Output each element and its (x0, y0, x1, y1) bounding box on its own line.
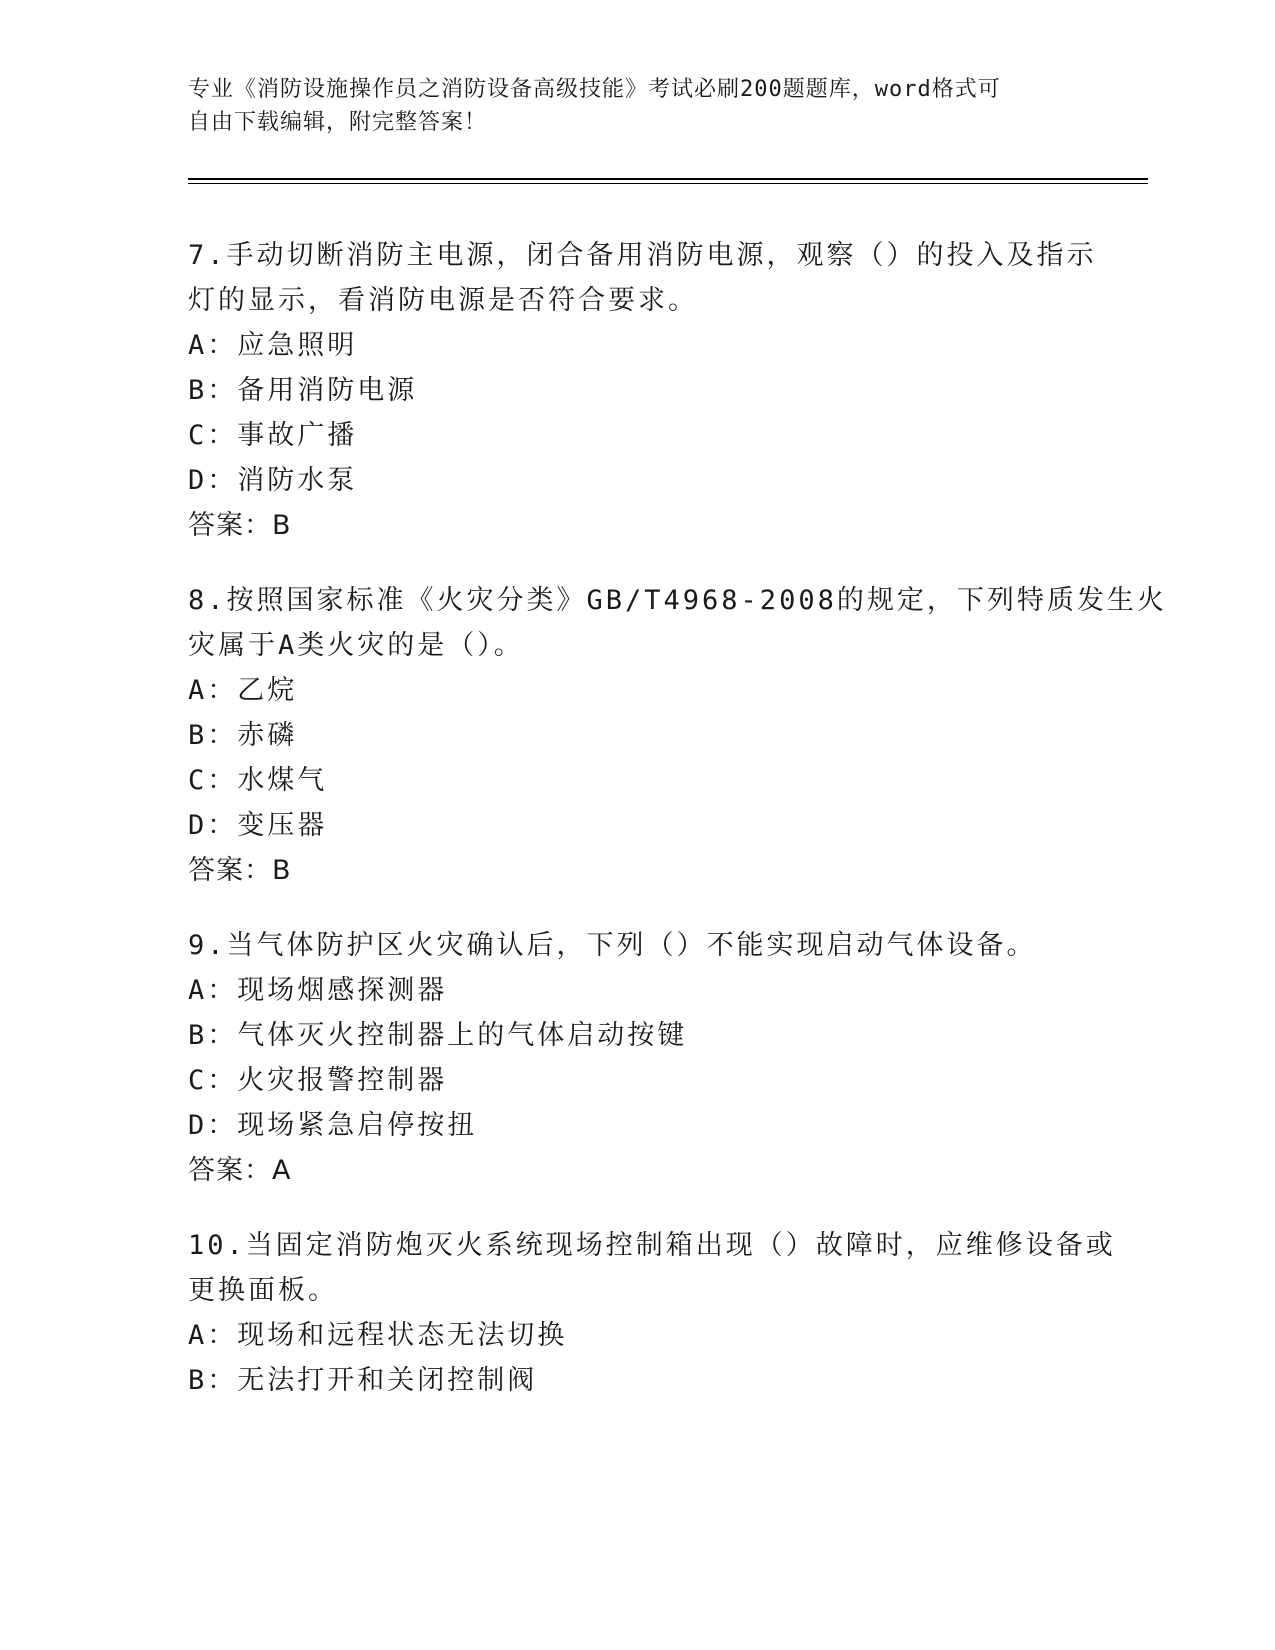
question-line: 10.当固定消防炮灭火系统现场控制箱出现（）故障时，应维修设备或 (188, 1230, 1116, 1261)
header-divider (188, 178, 1148, 180)
option-d: D：变压器 (188, 810, 328, 841)
document-header (188, 73, 1088, 139)
header-line: 自由下载编辑，附完整答案！ (188, 110, 488, 135)
question-text (188, 1223, 1116, 1313)
question-line: 7.手动切断消防主电源，闭合备用消防电源，观察（）的投入及指示 (188, 240, 1097, 271)
header-divider (188, 183, 1148, 184)
option-a: A：现场和远程状态无法切换 (188, 1320, 568, 1351)
question-line: 9.当气体防护区火灾确认后，下列（）不能实现启动气体设备。 (188, 930, 1037, 961)
answer-label: 答案：B (188, 855, 292, 886)
option-d: D：消防水泵 (188, 465, 358, 496)
question-text (188, 233, 1097, 323)
answer-label: 答案：A (188, 1155, 292, 1186)
option-b: B：气体灭火控制器上的气体启动按键 (188, 1020, 688, 1051)
option-b: B：备用消防电源 (188, 375, 418, 406)
question-line: 灾属于A类火灾的是（）。 (188, 630, 524, 661)
question-list (188, 233, 1167, 1433)
option-b: B：赤磷 (188, 720, 298, 751)
question-text (188, 923, 1088, 968)
option-c: C：事故广播 (188, 420, 358, 451)
option-d: D：现场紧急启停按扭 (188, 1110, 478, 1141)
question-item (188, 923, 1088, 1193)
question-line: 更换面板。 (188, 1275, 338, 1306)
question-item (188, 1223, 1116, 1403)
question-line: 灯的显示，看消防电源是否符合要求。 (188, 285, 698, 316)
question-line: 8.按照国家标准《火灾分类》GB/T4968-2008的规定，下列特质发生火 (188, 585, 1167, 616)
option-c: C：水煤气 (188, 765, 328, 796)
option-b: B：无法打开和关闭控制阀 (188, 1365, 538, 1396)
option-c: C：火灾报警控制器 (188, 1065, 448, 1096)
header-line: 专业《消防设施操作员之消防设备高级技能》考试必刷200题题库，word格式可 (188, 77, 1001, 102)
option-a: A：现场烟感探测器 (188, 975, 448, 1006)
question-text (188, 578, 1167, 668)
question-item (188, 578, 1167, 893)
question-item (188, 233, 1097, 548)
option-a: A：乙烷 (188, 675, 298, 706)
answer-label: 答案：B (188, 510, 292, 541)
option-a: A：应急照明 (188, 330, 358, 361)
